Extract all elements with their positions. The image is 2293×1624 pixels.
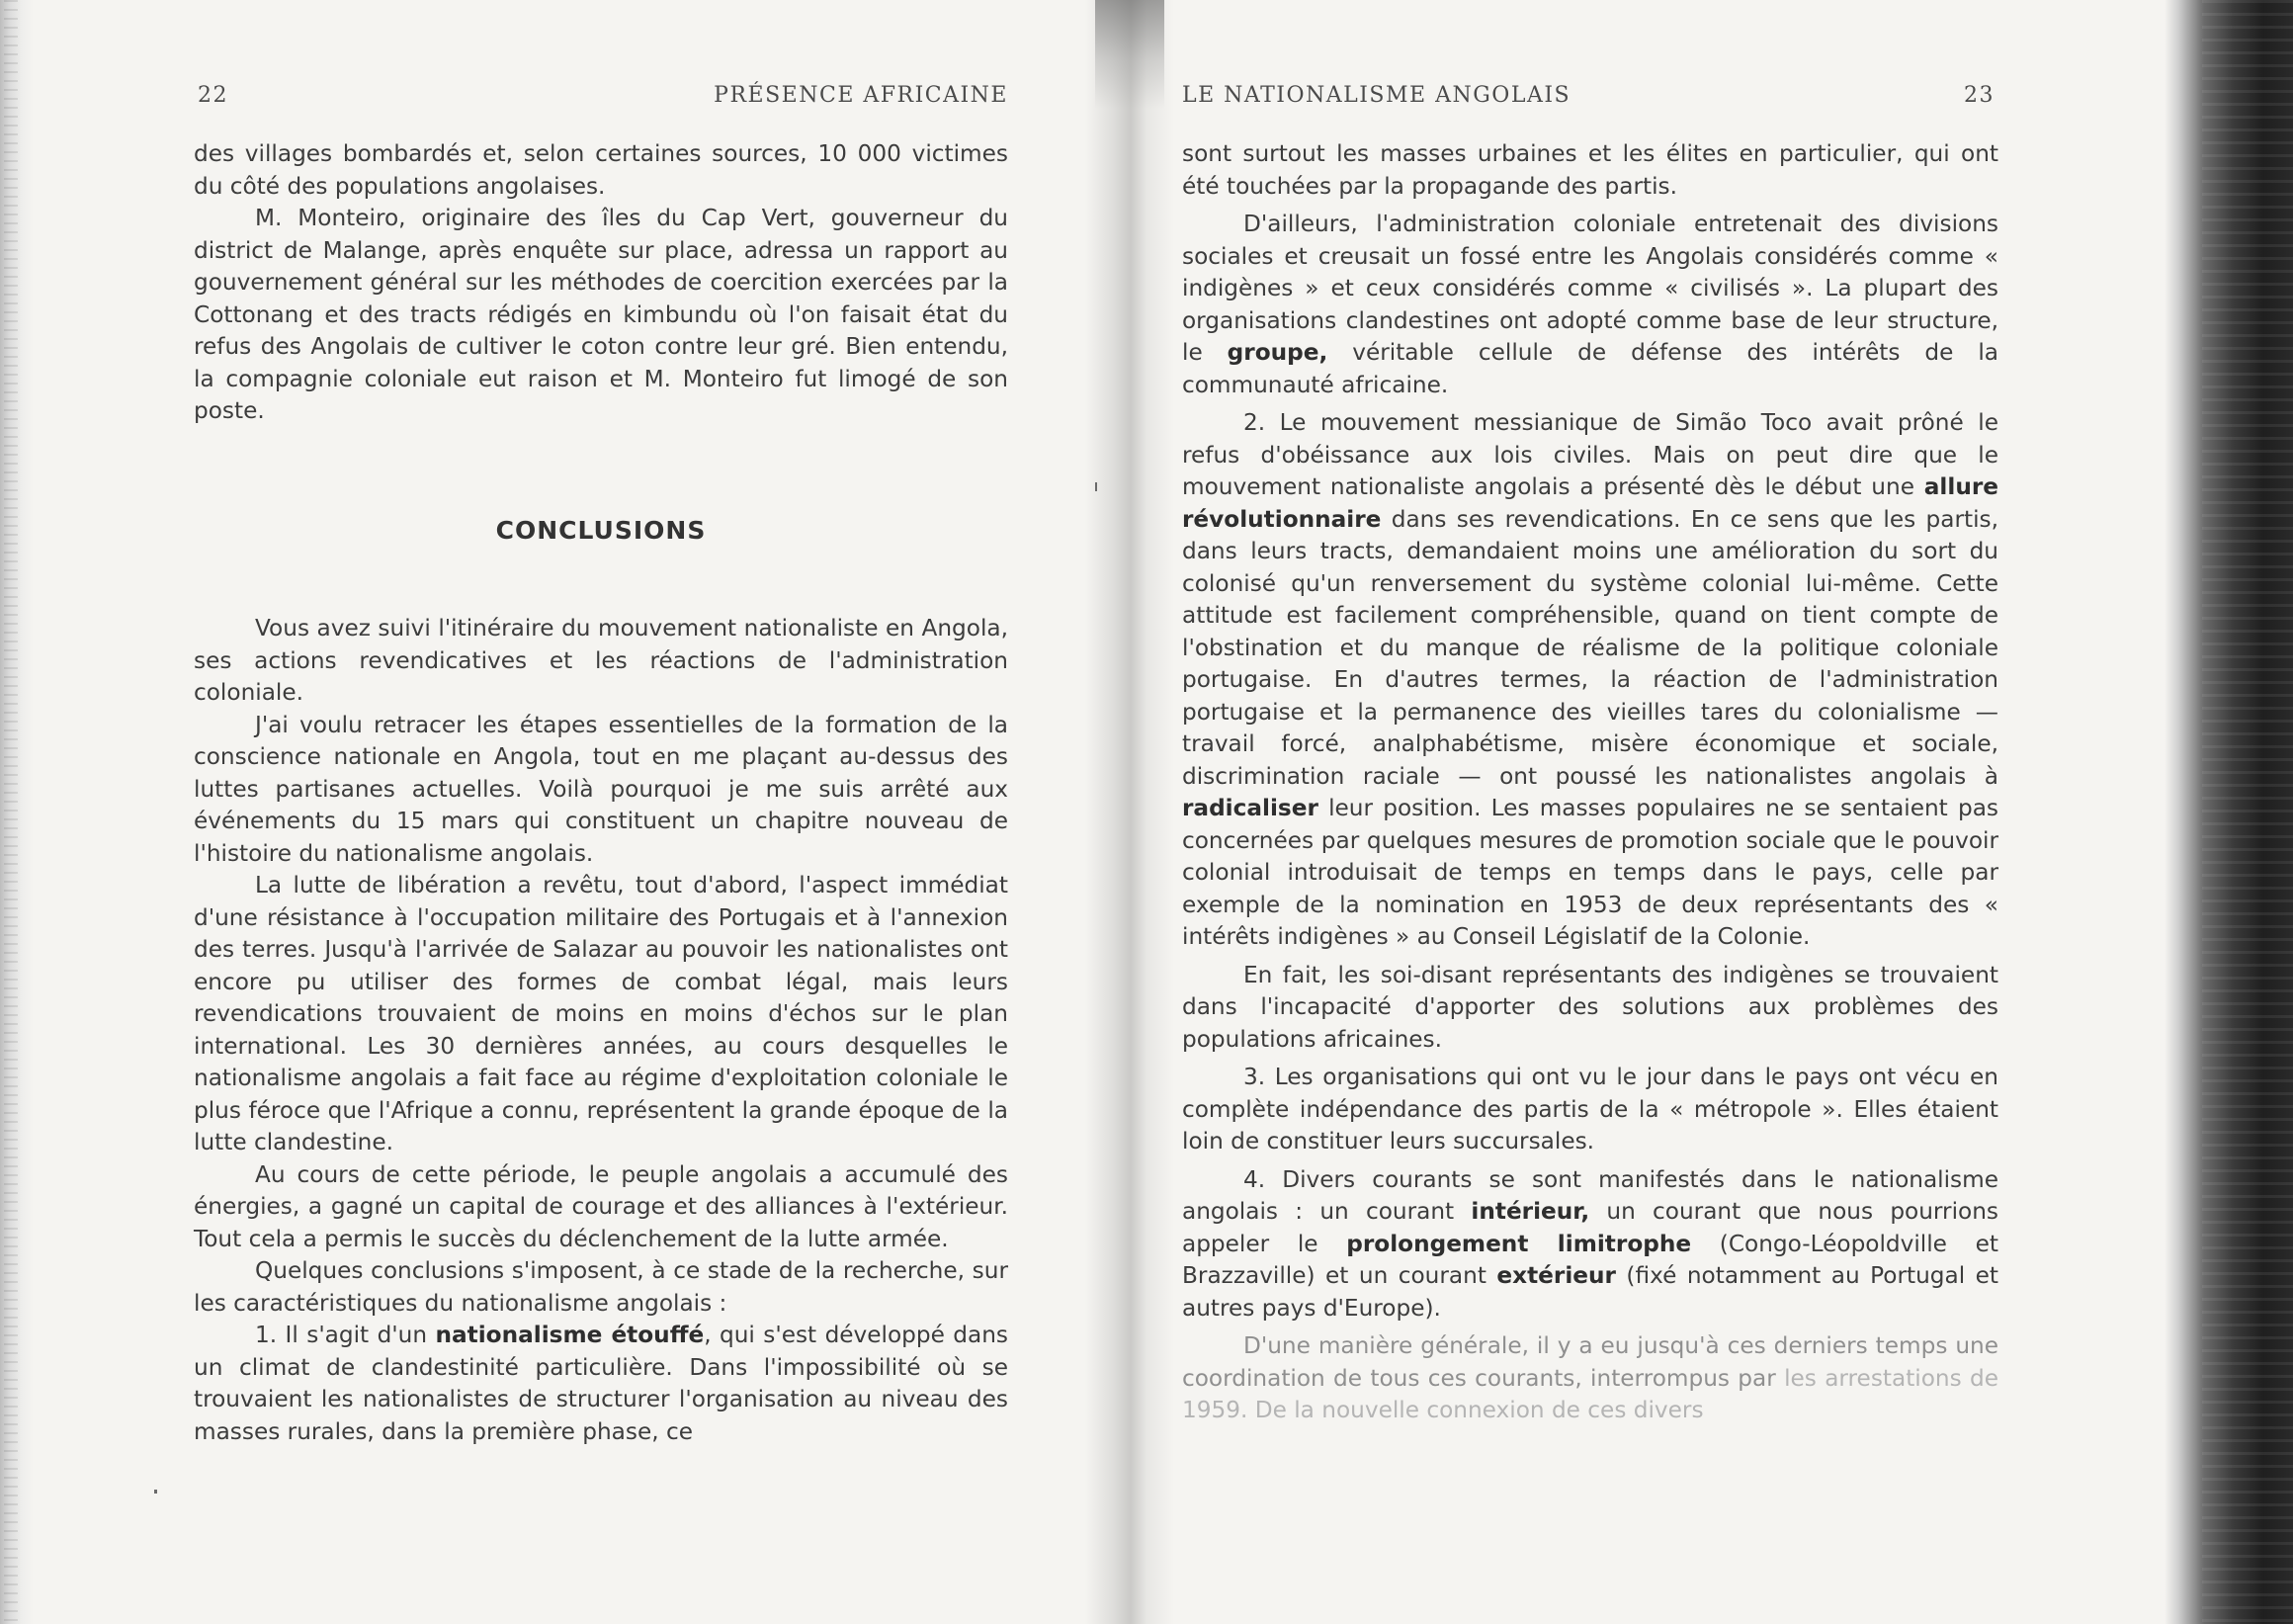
- text-run: véritable cellule de défense des intérêts de la communauté africaine.: [1182, 339, 1998, 398]
- running-title: LE NATIONALISME ANGOLAIS: [1182, 83, 1571, 108]
- paragraph: En fait, les soi-disant représentants des indigènes se trouvaient dans l'incapacité d'apporter des solutions aux problèmes des populations africaines.: [1182, 961, 1998, 1053]
- running-head: [1182, 83, 1998, 117]
- text-run: D'une manière générale, il y a eu jusqu'à ces derniers temps une coordination de tous ces courants, interrompus par: [1182, 1332, 1998, 1392]
- left-page: [194, 0, 1008, 1624]
- paragraph: des villages bombardés et, selon certaines sources, 10 000 victimes du côté des populations angolaises.: [194, 140, 1008, 200]
- book-gutter-shadow: [1095, 0, 1164, 109]
- page-text: [1182, 138, 1998, 1427]
- section-heading: CONCLUSIONS: [495, 516, 707, 545]
- book-gutter: [1085, 0, 1174, 1624]
- running-head: [194, 83, 1008, 117]
- paragraph: Au cours de cette période, le peuple angolais a accumulé des énergies, a gagné un capital de courage et des alliances à l'extérieur. Tout cela a permis le succès du déclenchement de la lutte armée.: [194, 1160, 1008, 1252]
- conclusions-text: [194, 613, 1008, 1448]
- page-number: 23: [1964, 83, 1995, 108]
- running-title: PRÉSENCE AFRICAINE: [714, 83, 1008, 108]
- paragraph-point-1: [194, 1320, 1008, 1448]
- text-run: 4. Divers courants se sont manifestés dans le nationalisme angolais : un courant: [1182, 1165, 1998, 1225]
- bold-term: allure révolutionnaire: [1182, 473, 1998, 533]
- scan-speck: [1095, 482, 1097, 491]
- text-run: D'ailleurs, l'administration coloniale entretenait des divisions sociales et creusait un fossé entre les Angolais considérés comme « indigènes » et ceux considérés comme « civilisés ». La plupart des organisations clandestines ont adopté comme base de leur structure, le: [1182, 211, 1998, 366]
- text-run: , qui s'est développé dans un climat de clandestinité particulière. Dans l'impossibilité où se trouvaient les nationalistes de structurer l'organisation au niveau des masses rurales, dans la première phase, ce: [194, 1322, 1008, 1445]
- scan-speck: [154, 1490, 157, 1494]
- bold-term: intérieur,: [1471, 1198, 1590, 1225]
- paragraph: [1182, 1330, 1998, 1427]
- intro-text: [194, 138, 1008, 428]
- paragraph: sont surtout les masses urbaines et les élites en particulier, qui ont été touchées par la propagande des partis.: [1182, 140, 1998, 200]
- text-run: (fixé notamment au Portugal et autres pays d'Europe).: [1182, 1262, 1998, 1322]
- paragraph: [1182, 209, 1998, 401]
- paragraph: J'ai voulu retracer les étapes essentielles de la formation de la conscience nationale en Angola, tout en me plaçant au-dessus des luttes partisanes actuelles. Voilà pourquoi je me suis arrêté aux événements du 15 mars qui constituent un chapitre nouveau de l'histoire du nationalisme angolais.: [194, 711, 1008, 867]
- text-run: (Congo-Léopoldville et Brazzaville) et un courant: [1182, 1230, 1999, 1289]
- paragraph-point-4: [1182, 1164, 1998, 1325]
- text-run: un courant que nous pourrions appeler le: [1182, 1198, 1998, 1257]
- bold-term: groupe,: [1227, 339, 1328, 366]
- paragraph-point-3: 3. Les organisations qui ont vu le jour dans le pays ont vécu en complète indépendance des partis de la « métropole ». Elles étaient loin de constituer leurs succursales.: [1182, 1064, 1998, 1154]
- bold-term: radicaliser: [1182, 795, 1318, 821]
- bold-term: nationalisme étouffé: [435, 1322, 705, 1348]
- text-run: 1. Il s'agit d'un: [255, 1322, 436, 1348]
- paragraph-point-2: [1182, 407, 1998, 954]
- bold-term: prolongement limitrophe: [1346, 1230, 1692, 1257]
- paragraph: Vous avez suivi l'itinéraire du mouvement nationaliste en Angola, ses actions revendicatives et les réactions de l'administration coloniale.: [194, 615, 1008, 706]
- text-run: 2. Le mouvement messianique de Simão Toco avait prôné le refus d'obéissance aux lois civiles. Mais on peut dire que le mouvement nationaliste angolais a présenté dès le début une: [1182, 409, 1998, 500]
- page-number: 22: [198, 83, 228, 108]
- scan-right-edge-texture: [2202, 0, 2293, 1624]
- paragraph: La lutte de libération a revêtu, tout d'abord, l'aspect immédiat d'une résistance à l'occupation militaire des Portugais et à l'annexion des terres. Jusqu'à l'arrivée de Salazar au pouvoir les nationalistes ont encore pu utiliser des formes de combat légal, mais leurs revendications trouvaient de moins en moins d'échos sur le plan international. Les 30 dernières années, au cours desquelles le nationalisme angolais a fait face au régime d'exploitation coloniale le plus féroce que l'Afrique a connu, représentent la grande époque de la lutte clandestine.: [194, 872, 1008, 1155]
- text-run: leur position. Les masses populaires ne se sentaient pas concernées par quelques mesures de promotion sociale que le pouvoir colonial introduisait de temps en temps dans le pays, celle par exemple de la nomination en 1953 de deux représentants des « intérêts indigènes » au Conseil Législatif de la Colonie.: [1182, 795, 1998, 950]
- right-page: [1182, 0, 1998, 1624]
- paragraph: M. Monteiro, originaire des îles du Cap Vert, gouverneur du district de Malange, après enquête sur place, adressa un rapport au gouvernement général sur les méthodes de coercition exercées par la Cottonang et des tracts rédigés en kimbundu où l'on faisait état du refus des Angolais de cultiver le coton contre leur gré. Bien entendu, la compagnie coloniale eut raison et M. Monteiro fut limogé de son poste.: [194, 205, 1008, 424]
- text-run: dans ses revendications. En ce sens que les partis, dans leurs tracts, demandaient moins une amélioration du sort du colonisé qu'un renversement du système colonial lui-même. Cette attitude est facilement compréhensible, quand on tient compte de l'obstination et du manque de réalisme de la politique coloniale portugaise. En d'autres termes, la réaction de l'administration portugaise et la permanence des vieilles tares du colonialisme — travail forcé, analphabétisme, misère économique et sociale, discrimination raciale — ont poussé les nationalistes angolais à: [1182, 505, 1998, 790]
- paragraph: Quelques conclusions s'imposent, à ce stade de la recherche, sur les caractéristiques du nationalisme angolais :: [194, 1257, 1008, 1317]
- bold-term: extérieur: [1496, 1262, 1616, 1289]
- scan-left-edge-texture: [4, 0, 18, 1624]
- text-run-faded: les arrestations de 1959. De la nouvelle connexion de ces divers: [1182, 1364, 1999, 1423]
